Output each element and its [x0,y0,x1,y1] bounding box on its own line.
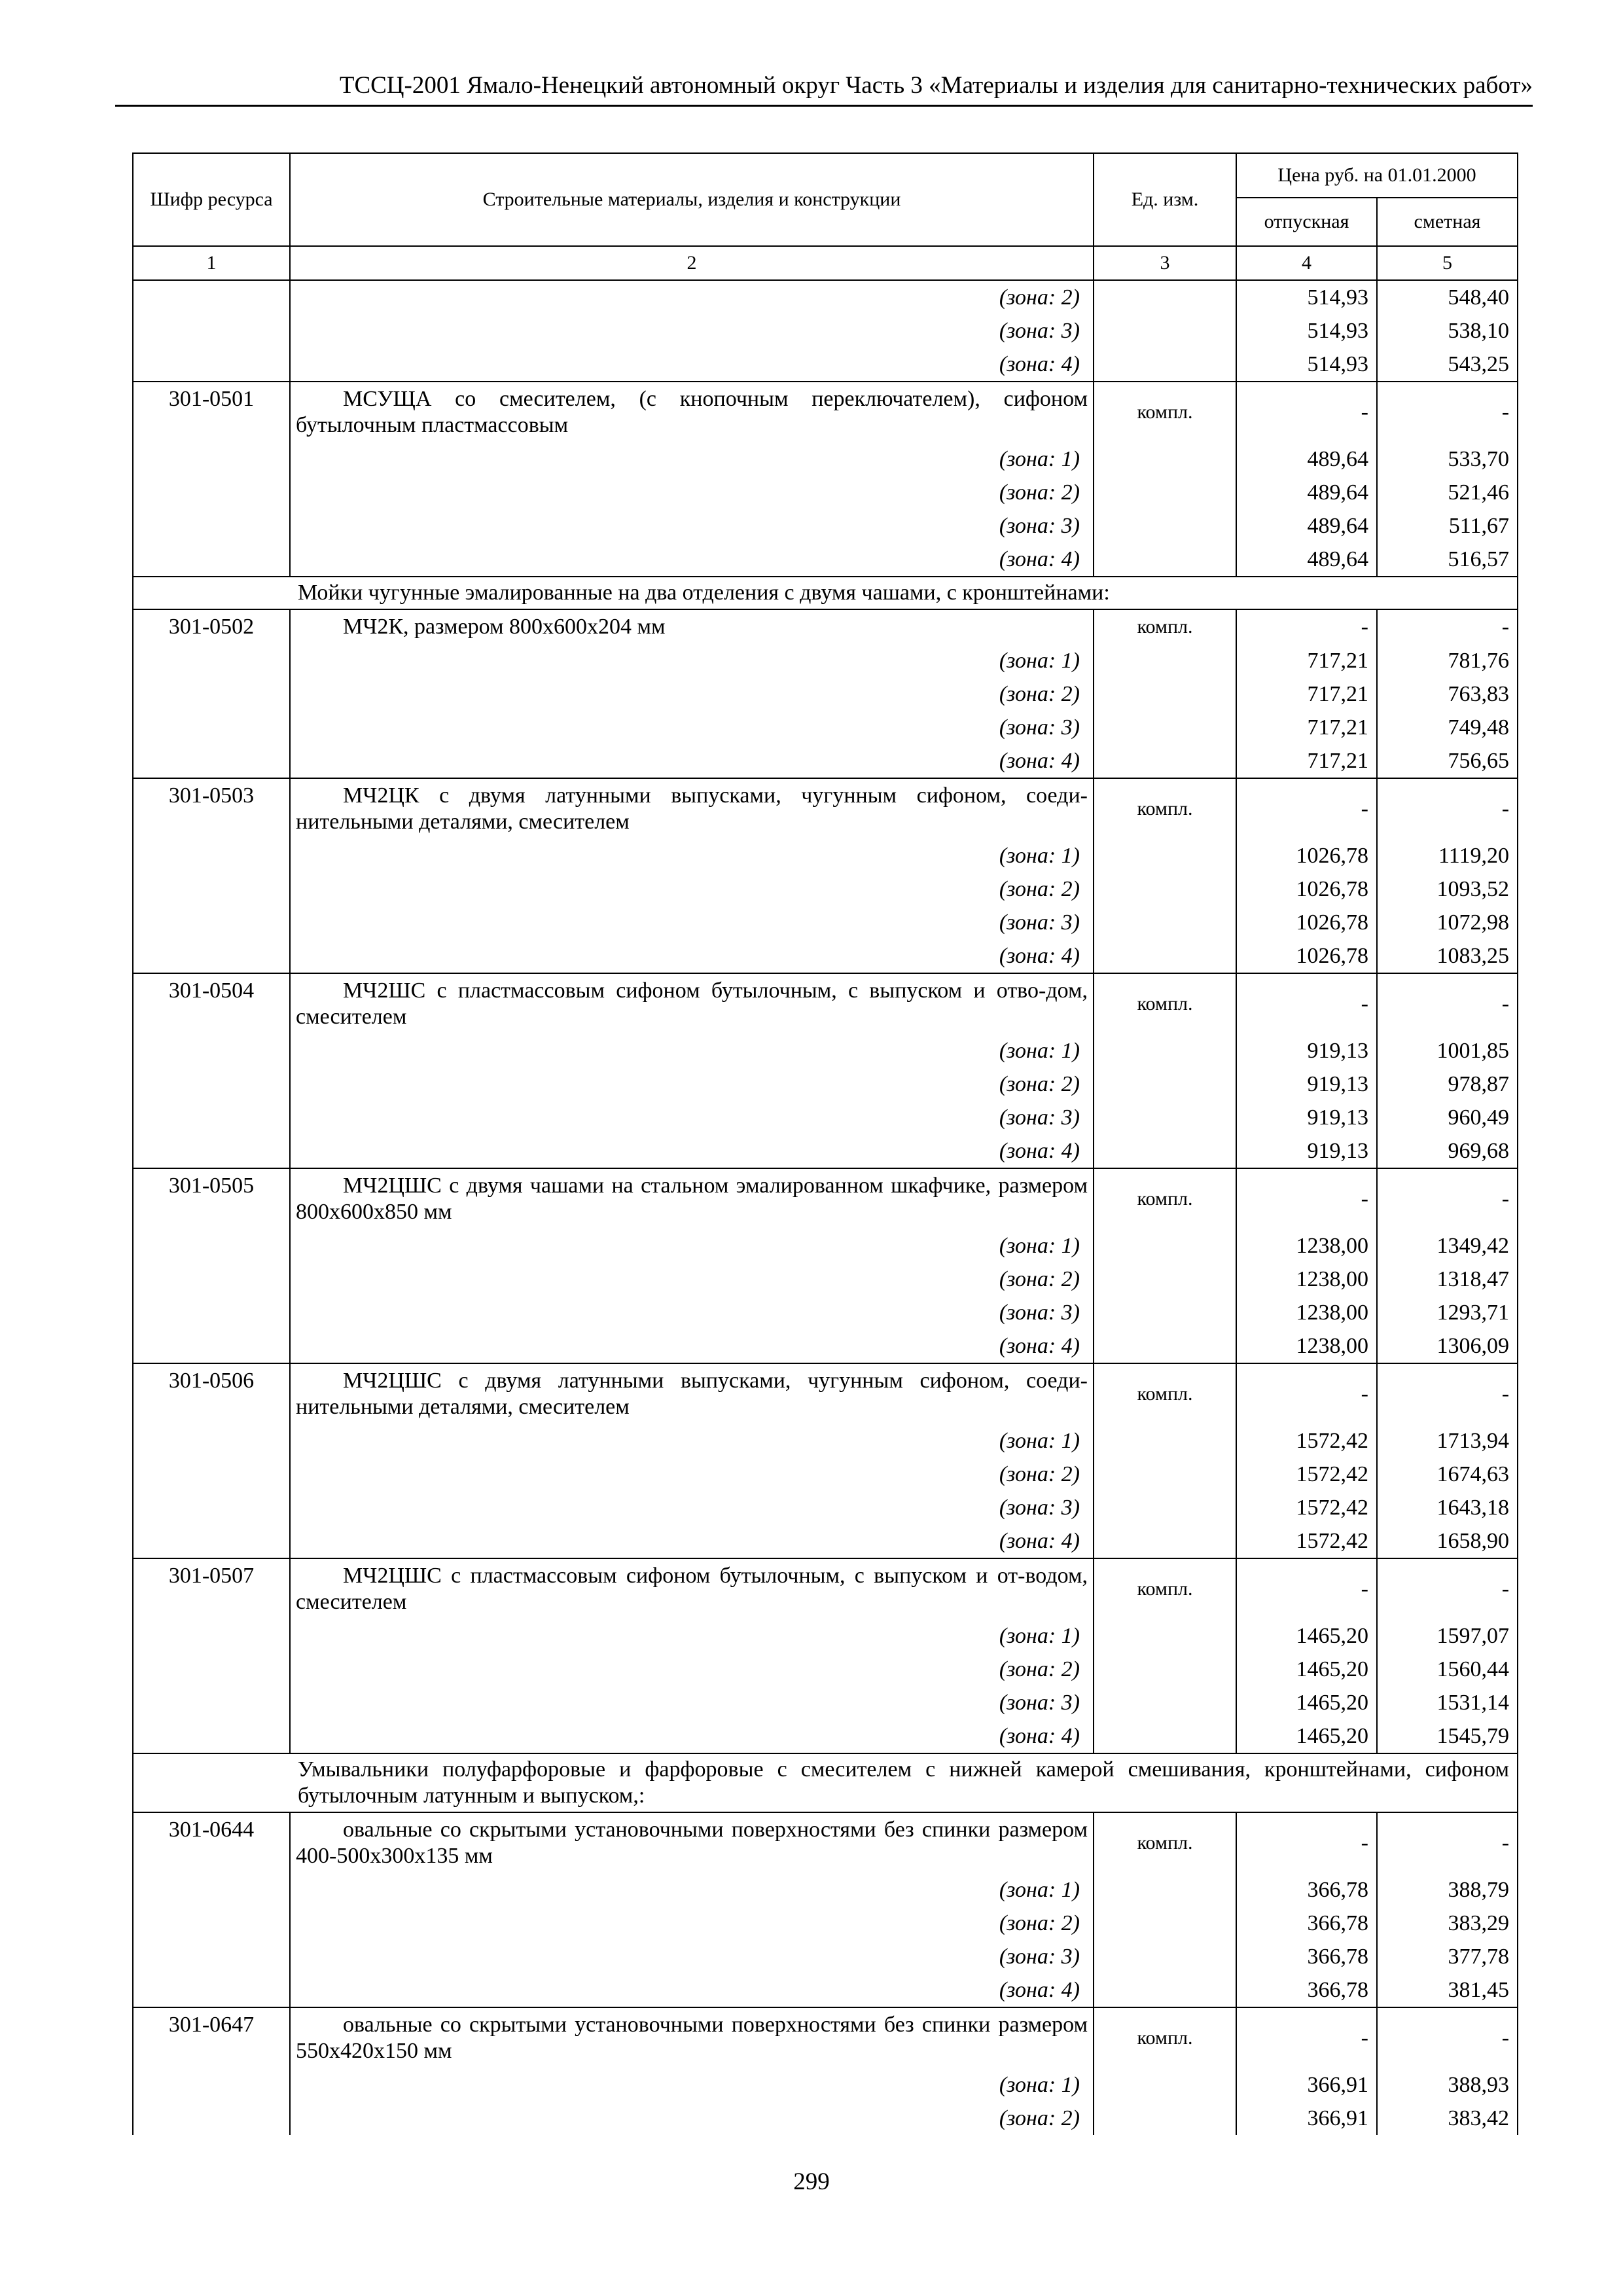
estimate-price: - [1377,1812,1518,1873]
zone-label: (зона: 1) [290,1034,1094,1067]
unit-cell [1094,543,1236,577]
unit-cell [1094,744,1236,778]
estimate-price: - [1377,1558,1518,1619]
unit-cell [1094,1424,1236,1458]
group-heading: Мойки чугунные эмалированные на два отделения с двумя чашами, с кронштейнами: [290,577,1518,609]
zone-label: (зона: 3) [290,509,1094,543]
unit-cell [1094,1458,1236,1491]
zone-label: (зона: 3) [290,1101,1094,1134]
estimate-price: 511,67 [1377,509,1518,543]
estimate-price: 1293,71 [1377,1296,1518,1329]
zone-price-row [133,711,1518,744]
estimate-price: 1001,85 [1377,1034,1518,1067]
unit-cell: компл. [1094,1363,1236,1424]
zone-label: (зона: 2) [290,2102,1094,2135]
zone-label: (зона: 4) [290,939,1094,973]
resource-code: 301-0507 [133,1558,290,1619]
release-price: 1026,78 [1236,872,1377,906]
release-price: 514,93 [1236,280,1377,314]
code-cell [133,1686,290,1719]
unit-cell [1094,280,1236,314]
estimate-price: 1545,79 [1377,1719,1518,1753]
release-price: 1572,42 [1236,1458,1377,1491]
release-price: 1572,42 [1236,1524,1377,1558]
resource-row [133,382,1518,442]
estimate-price: 388,79 [1377,1873,1518,1907]
code-cell [133,1329,290,1363]
zone-price-row [133,1296,1518,1329]
release-price: 366,78 [1236,1907,1377,1940]
code-cell [133,348,290,382]
release-price: - [1236,1168,1377,1229]
estimate-price: 763,83 [1377,677,1518,711]
estimate-price: 749,48 [1377,711,1518,744]
zone-price-row [133,348,1518,382]
unit-cell [1094,1653,1236,1686]
zone-label: (зона: 2) [290,1458,1094,1491]
group-heading-row [133,1753,1518,1812]
estimate-price: 1119,20 [1377,839,1518,872]
zone-price-row [133,476,1518,509]
zone-label: (зона: 3) [290,1491,1094,1524]
group-code-cell [133,1753,290,1812]
estimate-price: 1643,18 [1377,1491,1518,1524]
col-header-unit: Ед. изм. [1094,153,1236,246]
resource-name: МСУЩА со смесителем, (с кнопочным переключателем), сифоном бутылочным пластмассовым [290,382,1094,442]
release-price: 919,13 [1236,1101,1377,1134]
code-cell [133,1524,290,1558]
zone-label: (зона: 2) [290,677,1094,711]
unit-cell: компл. [1094,2007,1236,2068]
zone-price-row [133,1229,1518,1263]
release-price: 514,93 [1236,314,1377,348]
zone-price-row [133,543,1518,577]
resource-row [133,973,1518,1034]
page-number: 299 [793,2168,830,2195]
zone-label: (зона: 4) [290,543,1094,577]
estimate-price: 1318,47 [1377,1263,1518,1296]
unit-cell [1094,839,1236,872]
resource-code: 301-0505 [133,1168,290,1229]
estimate-price: 756,65 [1377,744,1518,778]
estimate-price: - [1377,2007,1518,2068]
release-price: 514,93 [1236,348,1377,382]
release-price: 1238,00 [1236,1263,1377,1296]
estimate-price: - [1377,1168,1518,1229]
running-header: ТССЦ-2001 Ямало-Ненецкий автономный округ Часть 3 «Материалы и изделия для санитарно-технических работ» [339,72,1533,99]
code-cell [133,677,290,711]
estimate-price: 1072,98 [1377,906,1518,939]
release-price: - [1236,1812,1377,1873]
estimate-price: - [1377,973,1518,1034]
unit-cell [1094,1940,1236,1973]
resource-code: 301-0503 [133,778,290,839]
code-cell [133,1458,290,1491]
estimate-price: 1597,07 [1377,1619,1518,1653]
code-cell [133,711,290,744]
code-cell [133,1034,290,1067]
resource-name: МЧ2ЦК с двумя латунными выпусками, чугунным сифоном, соеди-нительными деталями, смесителем [290,778,1094,839]
release-price: 366,78 [1236,1940,1377,1973]
zone-price-row [133,1524,1518,1558]
unit-cell [1094,711,1236,744]
zone-label: (зона: 4) [290,1134,1094,1168]
release-price: 1572,42 [1236,1424,1377,1458]
resource-row [133,2007,1518,2068]
unit-cell: компл. [1094,973,1236,1034]
code-cell [133,1940,290,1973]
release-price: 366,91 [1236,2102,1377,2135]
code-cell [133,1263,290,1296]
unit-cell [1094,906,1236,939]
estimate-price: 969,68 [1377,1134,1518,1168]
estimate-price: - [1377,778,1518,839]
estimate-price: 538,10 [1377,314,1518,348]
zone-price-row [133,1067,1518,1101]
release-price: - [1236,973,1377,1034]
unit-cell [1094,509,1236,543]
zone-label: (зона: 1) [290,644,1094,677]
release-price: 489,64 [1236,442,1377,476]
col-header-price-group: Цена руб. на 01.01.2000 [1236,153,1518,198]
release-price: 489,64 [1236,509,1377,543]
estimate-price: - [1377,609,1518,644]
release-price: 717,21 [1236,677,1377,711]
code-cell [133,1907,290,1940]
unit-cell [1094,644,1236,677]
unit-cell [1094,1619,1236,1653]
unit-cell [1094,677,1236,711]
resource-name: МЧ2ЦШС с двумя латунными выпусками, чугунным сифоном, соеди-нительными деталями, смесителем [290,1363,1094,1424]
zone-label: (зона: 2) [290,1907,1094,1940]
zone-price-row [133,872,1518,906]
code-cell [133,280,290,314]
zone-label: (зона: 4) [290,1973,1094,2007]
code-cell [133,1134,290,1168]
zone-label: (зона: 1) [290,1229,1094,1263]
zone-label: (зона: 3) [290,1940,1094,1973]
unit-cell [1094,872,1236,906]
zone-price-row [133,1619,1518,1653]
zone-label: (зона: 1) [290,1424,1094,1458]
zone-price-row [133,442,1518,476]
unit-cell [1094,1229,1236,1263]
zone-label: (зона: 1) [290,1873,1094,1907]
zone-price-row [133,1719,1518,1753]
resource-row [133,1168,1518,1229]
resource-name: МЧ2К, размером 800х600х204 мм [290,609,1094,644]
zone-price-row [133,1263,1518,1296]
code-cell [133,644,290,677]
column-number-row [133,246,1518,280]
release-price: - [1236,609,1377,644]
code-cell [133,2102,290,2135]
code-cell [133,1873,290,1907]
release-price: 1465,20 [1236,1619,1377,1653]
zone-price-row [133,1686,1518,1719]
zone-label: (зона: 1) [290,839,1094,872]
group-heading: Умывальники полуфарфоровые и фарфоровые с смесителем с нижней камерой смешивания, кронштейнами, сифоном бутылочным латунным и выпуском,: [290,1753,1518,1812]
unit-cell [1094,1491,1236,1524]
unit-cell [1094,348,1236,382]
col-header-release: отпускная [1236,198,1377,246]
column-number: 3 [1094,246,1236,280]
release-price: 1465,20 [1236,1653,1377,1686]
release-price: 489,64 [1236,476,1377,509]
estimate-price: 978,87 [1377,1067,1518,1101]
resource-name: овальные со скрытыми установочными поверхностями без спинки размером 400-500х300х135 мм [290,1812,1094,1873]
release-price: - [1236,1558,1377,1619]
zone-label: (зона: 2) [290,476,1094,509]
code-cell [133,314,290,348]
unit-cell: компл. [1094,1168,1236,1229]
unit-cell [1094,476,1236,509]
code-cell [133,1719,290,1753]
release-price: - [1236,778,1377,839]
release-price: 489,64 [1236,543,1377,577]
resource-code: 301-0506 [133,1363,290,1424]
zone-price-row [133,509,1518,543]
estimate-price: - [1377,1363,1518,1424]
unit-cell: компл. [1094,1558,1236,1619]
group-heading-row [133,577,1518,609]
zone-label: (зона: 2) [290,280,1094,314]
release-price: - [1236,382,1377,442]
zone-price-row [133,1940,1518,1973]
resource-name: МЧ2ШС с пластмассовым сифоном бутылочным, с выпуском и отво-дом, смесителем [290,973,1094,1034]
estimate-price: 1713,94 [1377,1424,1518,1458]
zone-price-row [133,1329,1518,1363]
resource-code: 301-0502 [133,609,290,644]
release-price: 1465,20 [1236,1686,1377,1719]
code-cell [133,1229,290,1263]
code-cell [133,1491,290,1524]
zone-price-row [133,1491,1518,1524]
zone-label: (зона: 4) [290,1329,1094,1363]
release-price: 919,13 [1236,1067,1377,1101]
column-number: 2 [290,246,1094,280]
code-cell [133,744,290,778]
zone-label: (зона: 2) [290,872,1094,906]
code-cell [133,872,290,906]
column-number: 4 [1236,246,1377,280]
release-price: 717,21 [1236,744,1377,778]
zone-label: (зона: 1) [290,2068,1094,2102]
unit-cell: компл. [1094,382,1236,442]
unit-cell [1094,314,1236,348]
release-price: 1572,42 [1236,1491,1377,1524]
zone-label: (зона: 3) [290,906,1094,939]
code-cell [133,939,290,973]
unit-cell [1094,2102,1236,2135]
zone-price-row [133,1653,1518,1686]
column-number: 1 [133,246,290,280]
zone-label: (зона: 4) [290,348,1094,382]
col-header-code: Шифр ресурса [133,153,290,246]
resource-row [133,778,1518,839]
zone-price-row [133,1134,1518,1168]
code-cell [133,839,290,872]
zone-label: (зона: 2) [290,1067,1094,1101]
zone-price-row [133,2068,1518,2102]
unit-cell [1094,1873,1236,1907]
price-table [132,152,1518,2135]
release-price: 717,21 [1236,711,1377,744]
estimate-price: 533,70 [1377,442,1518,476]
resource-name: МЧ2ЦШС с пластмассовым сифоном бутылочным, с выпуском и от-водом, смесителем [290,1558,1094,1619]
estimate-price: 543,25 [1377,348,1518,382]
estimate-price: 1560,44 [1377,1653,1518,1686]
zone-price-row [133,1458,1518,1491]
zone-label: (зона: 3) [290,1686,1094,1719]
zone-label: (зона: 2) [290,1653,1094,1686]
release-price: - [1236,1363,1377,1424]
unit-cell: компл. [1094,1812,1236,1873]
release-price: 919,13 [1236,1134,1377,1168]
estimate-price: 1674,63 [1377,1458,1518,1491]
resource-code: 301-0504 [133,973,290,1034]
release-price: 1238,00 [1236,1229,1377,1263]
estimate-price: 1093,52 [1377,872,1518,906]
resource-code: 301-0647 [133,2007,290,2068]
zone-price-row [133,644,1518,677]
resource-code: 301-0644 [133,1812,290,1873]
code-cell [133,1653,290,1686]
estimate-price: 548,40 [1377,280,1518,314]
unit-cell [1094,1263,1236,1296]
release-price: 366,91 [1236,2068,1377,2102]
code-cell [133,1101,290,1134]
zone-label: (зона: 4) [290,744,1094,778]
unit-cell [1094,1329,1236,1363]
zone-label: (зона: 3) [290,711,1094,744]
estimate-price: 1531,14 [1377,1686,1518,1719]
unit-cell [1094,1034,1236,1067]
zone-price-row [133,1907,1518,1940]
unit-cell [1094,1134,1236,1168]
code-cell [133,476,290,509]
code-cell [133,442,290,476]
resource-name: МЧ2ЦШС с двумя чашами на стальном эмалированном шкафчике, размером 800х600х850 мм [290,1168,1094,1229]
code-cell [133,509,290,543]
estimate-price: 1658,90 [1377,1524,1518,1558]
column-number: 5 [1377,246,1518,280]
resource-row [133,1363,1518,1424]
resource-code: 301-0501 [133,382,290,442]
code-cell [133,1424,290,1458]
zone-price-row [133,744,1518,778]
release-price: 1026,78 [1236,839,1377,872]
zone-price-row [133,1424,1518,1458]
estimate-price: 383,29 [1377,1907,1518,1940]
zone-price-row [133,1034,1518,1067]
zone-price-row [133,939,1518,973]
unit-cell [1094,442,1236,476]
code-cell [133,1067,290,1101]
zone-price-row [133,1101,1518,1134]
estimate-price: 960,49 [1377,1101,1518,1134]
zone-price-row [133,906,1518,939]
zone-label: (зона: 3) [290,1296,1094,1329]
release-price: 1465,20 [1236,1719,1377,1753]
code-cell [133,543,290,577]
zone-price-row [133,314,1518,348]
release-price: 1238,00 [1236,1329,1377,1363]
zone-price-row [133,839,1518,872]
table-body [133,280,1518,2135]
estimate-price: 1306,09 [1377,1329,1518,1363]
col-header-name: Строительные материалы, изделия и конструкции [290,153,1094,246]
zone-label: (зона: 4) [290,1524,1094,1558]
release-price: 1026,78 [1236,939,1377,973]
unit-cell: компл. [1094,778,1236,839]
unit-cell [1094,1719,1236,1753]
zone-label: (зона: 2) [290,1263,1094,1296]
unit-cell [1094,1686,1236,1719]
zone-price-row [133,1873,1518,1907]
estimate-price: - [1377,382,1518,442]
unit-cell [1094,939,1236,973]
unit-cell: компл. [1094,609,1236,644]
code-cell [133,1296,290,1329]
code-cell [133,906,290,939]
code-cell [133,2068,290,2102]
col-header-estimate: сметная [1377,198,1518,246]
estimate-price: 521,46 [1377,476,1518,509]
resource-row [133,1812,1518,1873]
release-price: 1026,78 [1236,906,1377,939]
estimate-price: 388,93 [1377,2068,1518,2102]
zone-price-row [133,2102,1518,2135]
estimate-price: 781,76 [1377,644,1518,677]
estimate-price: 383,42 [1377,2102,1518,2135]
estimate-price: 1083,25 [1377,939,1518,973]
unit-cell [1094,1907,1236,1940]
resource-row [133,1558,1518,1619]
estimate-price: 381,45 [1377,1973,1518,2007]
zone-price-row [133,280,1518,314]
zone-price-row [133,1973,1518,2007]
release-price: 717,21 [1236,644,1377,677]
resource-name: овальные со скрытыми установочными поверхностями без спинки размером 550х420х150 мм [290,2007,1094,2068]
release-price: 366,78 [1236,1873,1377,1907]
zone-label: (зона: 4) [290,1719,1094,1753]
release-price: - [1236,2007,1377,2068]
unit-cell [1094,1973,1236,2007]
estimate-price: 377,78 [1377,1940,1518,1973]
unit-cell [1094,2068,1236,2102]
zone-price-row [133,677,1518,711]
code-cell [133,1973,290,2007]
group-code-cell [133,577,290,609]
release-price: 919,13 [1236,1034,1377,1067]
unit-cell [1094,1296,1236,1329]
zone-label: (зона: 3) [290,314,1094,348]
zone-label: (зона: 1) [290,442,1094,476]
zone-label: (зона: 1) [290,1619,1094,1653]
release-price: 1238,00 [1236,1296,1377,1329]
code-cell [133,1619,290,1653]
resource-row [133,609,1518,644]
header-rule [115,105,1533,107]
unit-cell [1094,1101,1236,1134]
unit-cell [1094,1524,1236,1558]
unit-cell [1094,1067,1236,1101]
estimate-price: 1349,42 [1377,1229,1518,1263]
release-price: 366,78 [1236,1973,1377,2007]
estimate-price: 516,57 [1377,543,1518,577]
